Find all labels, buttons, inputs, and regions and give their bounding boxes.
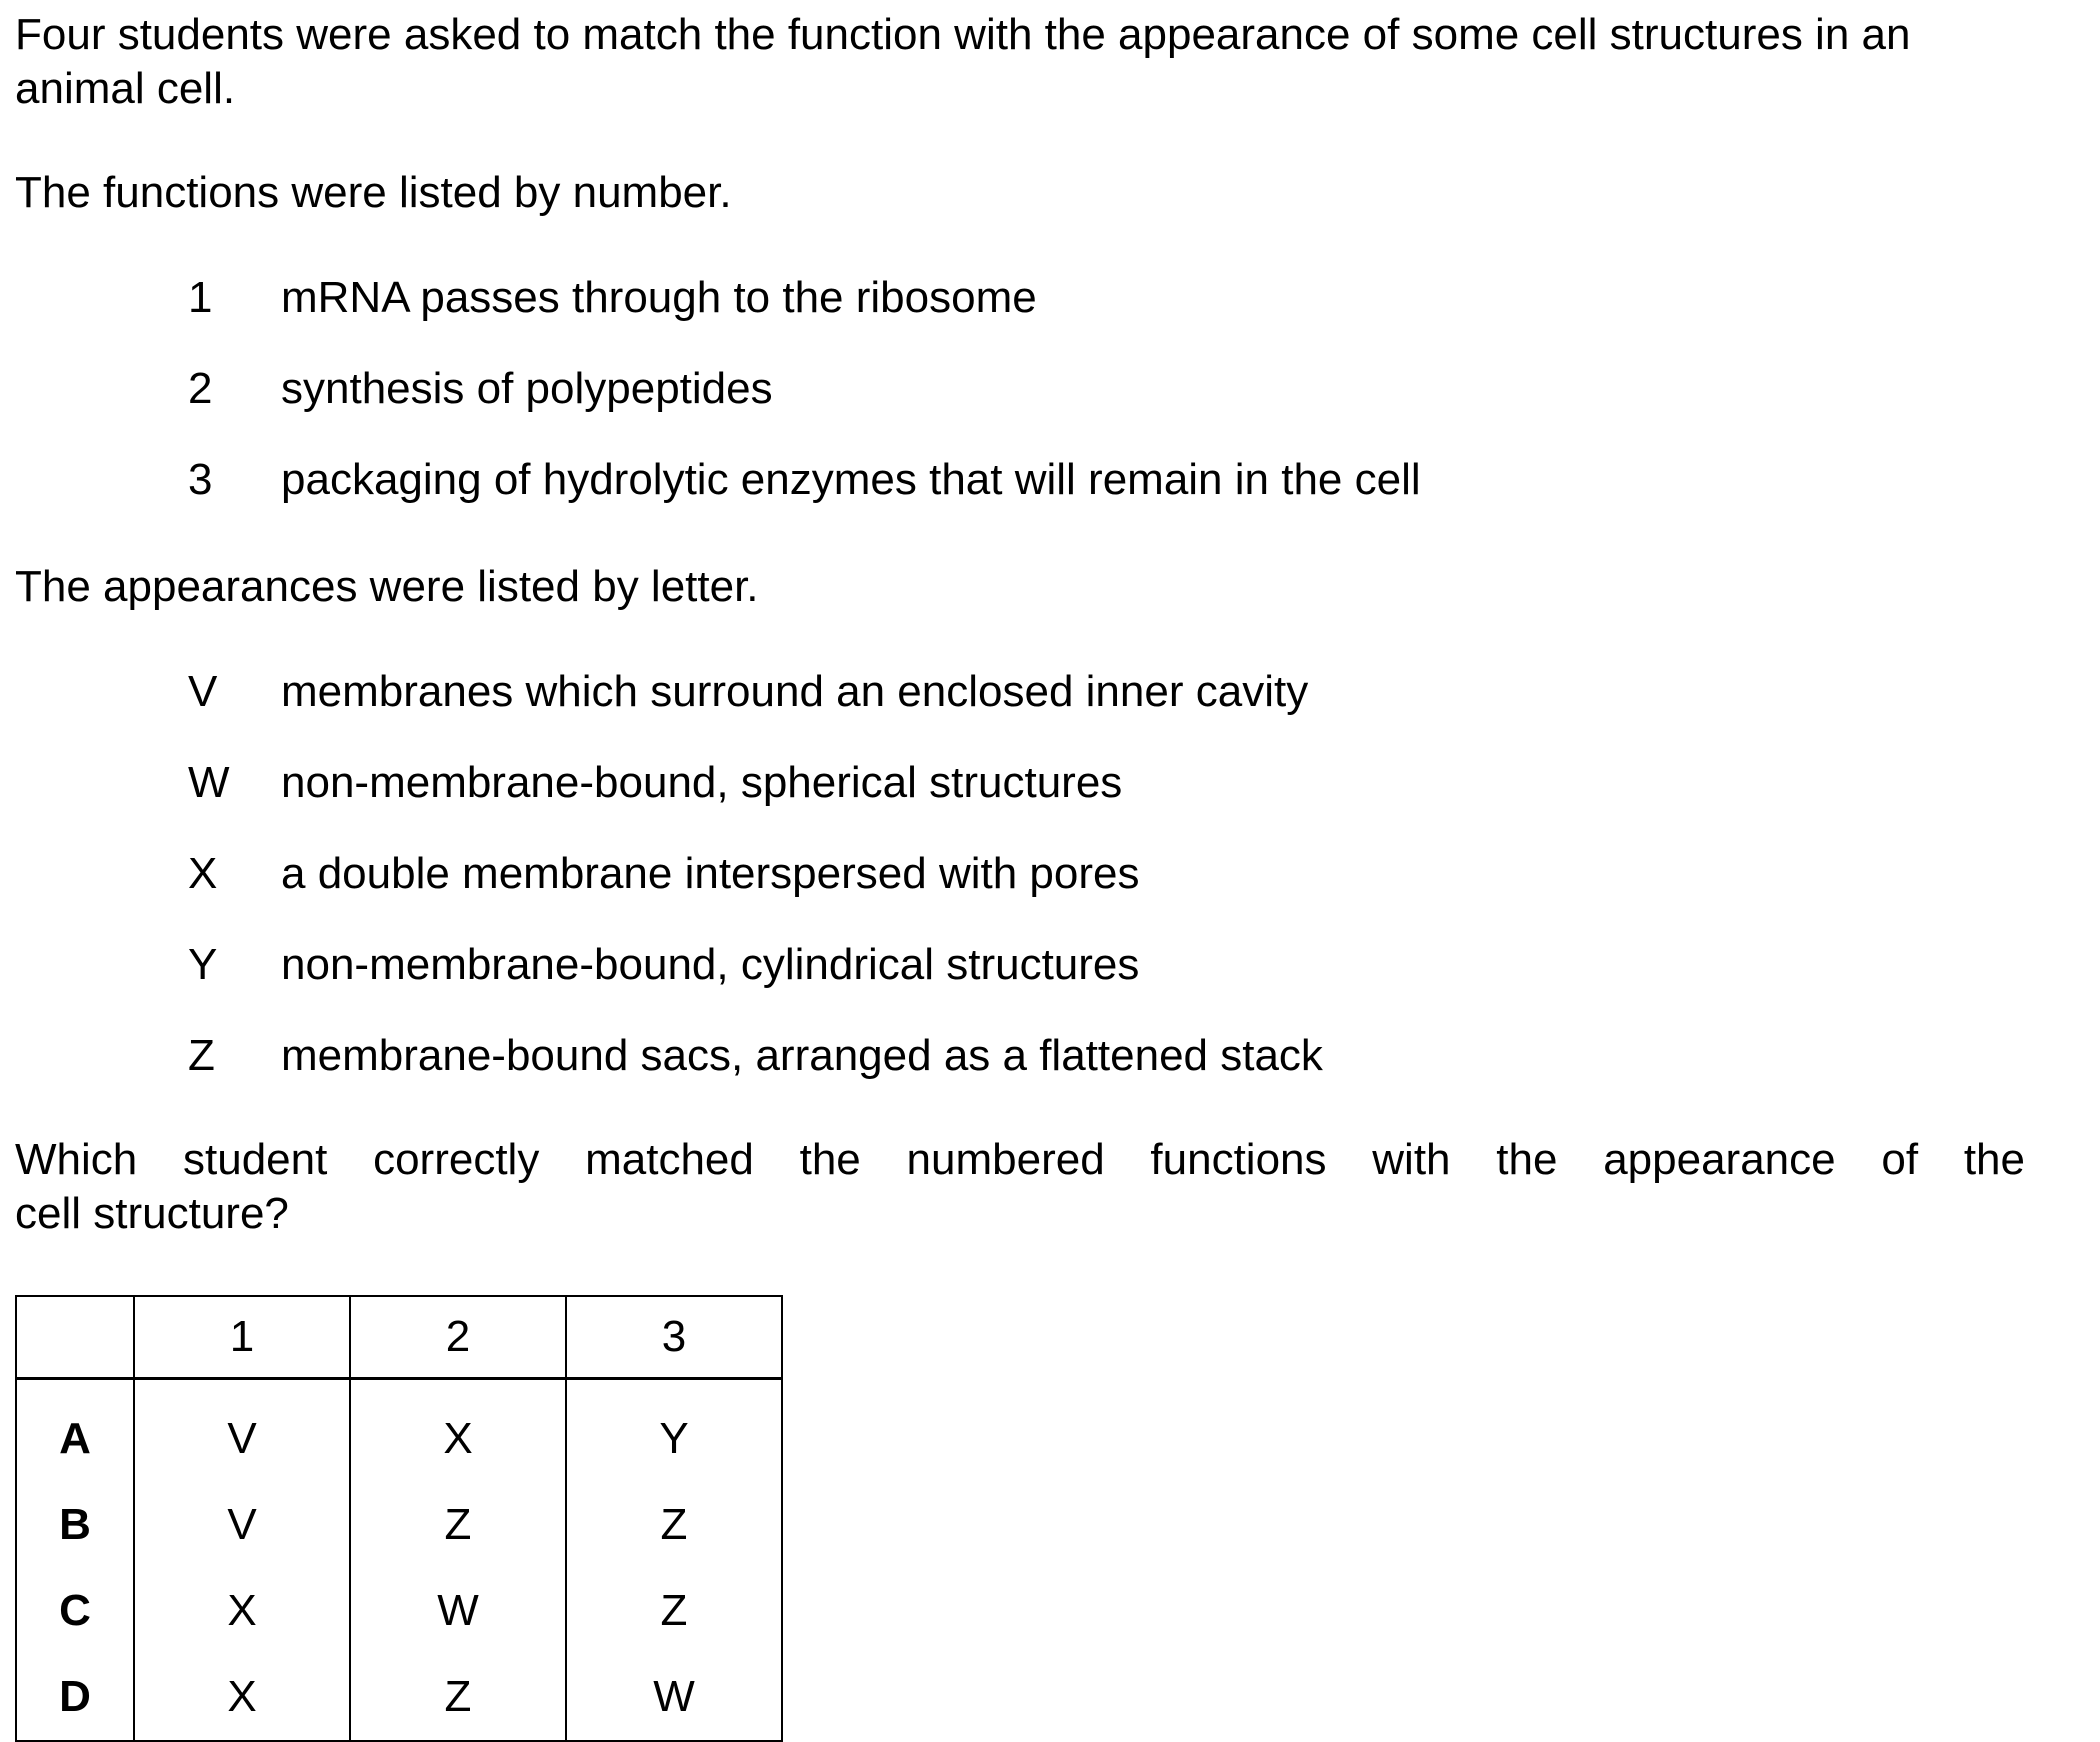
table-cell: Z: [566, 1568, 782, 1654]
table-header-row: [16, 1296, 782, 1379]
function-text: mRNA passes through to the ribosome: [281, 273, 1037, 322]
answer-table: [15, 1295, 783, 1742]
appearance-text: non-membrane-bound, spherical structures: [281, 758, 1123, 807]
table-row: [16, 1568, 782, 1654]
option-label: A: [16, 1379, 134, 1483]
table-cell: X: [134, 1654, 350, 1741]
table-row: [16, 1379, 782, 1483]
appearance-text: membrane-bound sacs, arranged as a flattened stack: [281, 1031, 1323, 1080]
table-row: [16, 1654, 782, 1741]
functions-intro: The functions were listed by number.: [15, 168, 732, 217]
appearance-letter: X: [188, 849, 218, 898]
appearances-intro: The appearances were listed by letter.: [15, 562, 759, 611]
table-header-cell: 2: [350, 1296, 566, 1379]
table-cell: W: [566, 1654, 782, 1741]
table-cell: Z: [350, 1482, 566, 1568]
table-cell: Z: [566, 1482, 782, 1568]
appearance-letter: W: [188, 758, 230, 807]
appearance-letter: V: [188, 667, 218, 716]
table-row: [16, 1482, 782, 1568]
function-text: packaging of hydrolytic enzymes that will remain in the cell: [281, 455, 1421, 504]
function-number: 1: [188, 273, 213, 322]
table-cell: X: [134, 1568, 350, 1654]
table-header-cell: 3: [566, 1296, 782, 1379]
table-cell: V: [134, 1379, 350, 1483]
appearance-text: membranes which surround an enclosed inner cavity: [281, 667, 1309, 716]
table-cell: X: [350, 1379, 566, 1483]
table-cell: Y: [566, 1379, 782, 1483]
question-text: [15, 1133, 2025, 1240]
option-label: B: [16, 1482, 134, 1568]
appearance-letter: Z: [188, 1031, 215, 1080]
table-header-cell: [16, 1296, 134, 1379]
option-label: C: [16, 1568, 134, 1654]
appearance-text: a double membrane interspersed with pores: [281, 849, 1140, 898]
appearance-text: non-membrane-bound, cylindrical structures: [281, 940, 1140, 989]
option-label: D: [16, 1654, 134, 1741]
appearance-letter: Y: [188, 940, 218, 989]
function-number: 2: [188, 364, 213, 413]
function-text: synthesis of polypeptides: [281, 364, 773, 413]
table-cell: Z: [350, 1654, 566, 1741]
intro-text: Four students were asked to match the function with the appearance of some cell structures in an animal cell.: [15, 10, 1911, 113]
table-header-cell: 1: [134, 1296, 350, 1379]
question-line-1: Which student correctly matched the numbered functions with the appearance of the: [15, 1135, 2025, 1184]
table-cell: V: [134, 1482, 350, 1568]
function-number: 3: [188, 455, 213, 504]
table-cell: W: [350, 1568, 566, 1654]
question-line-2: cell structure?: [15, 1188, 289, 1238]
